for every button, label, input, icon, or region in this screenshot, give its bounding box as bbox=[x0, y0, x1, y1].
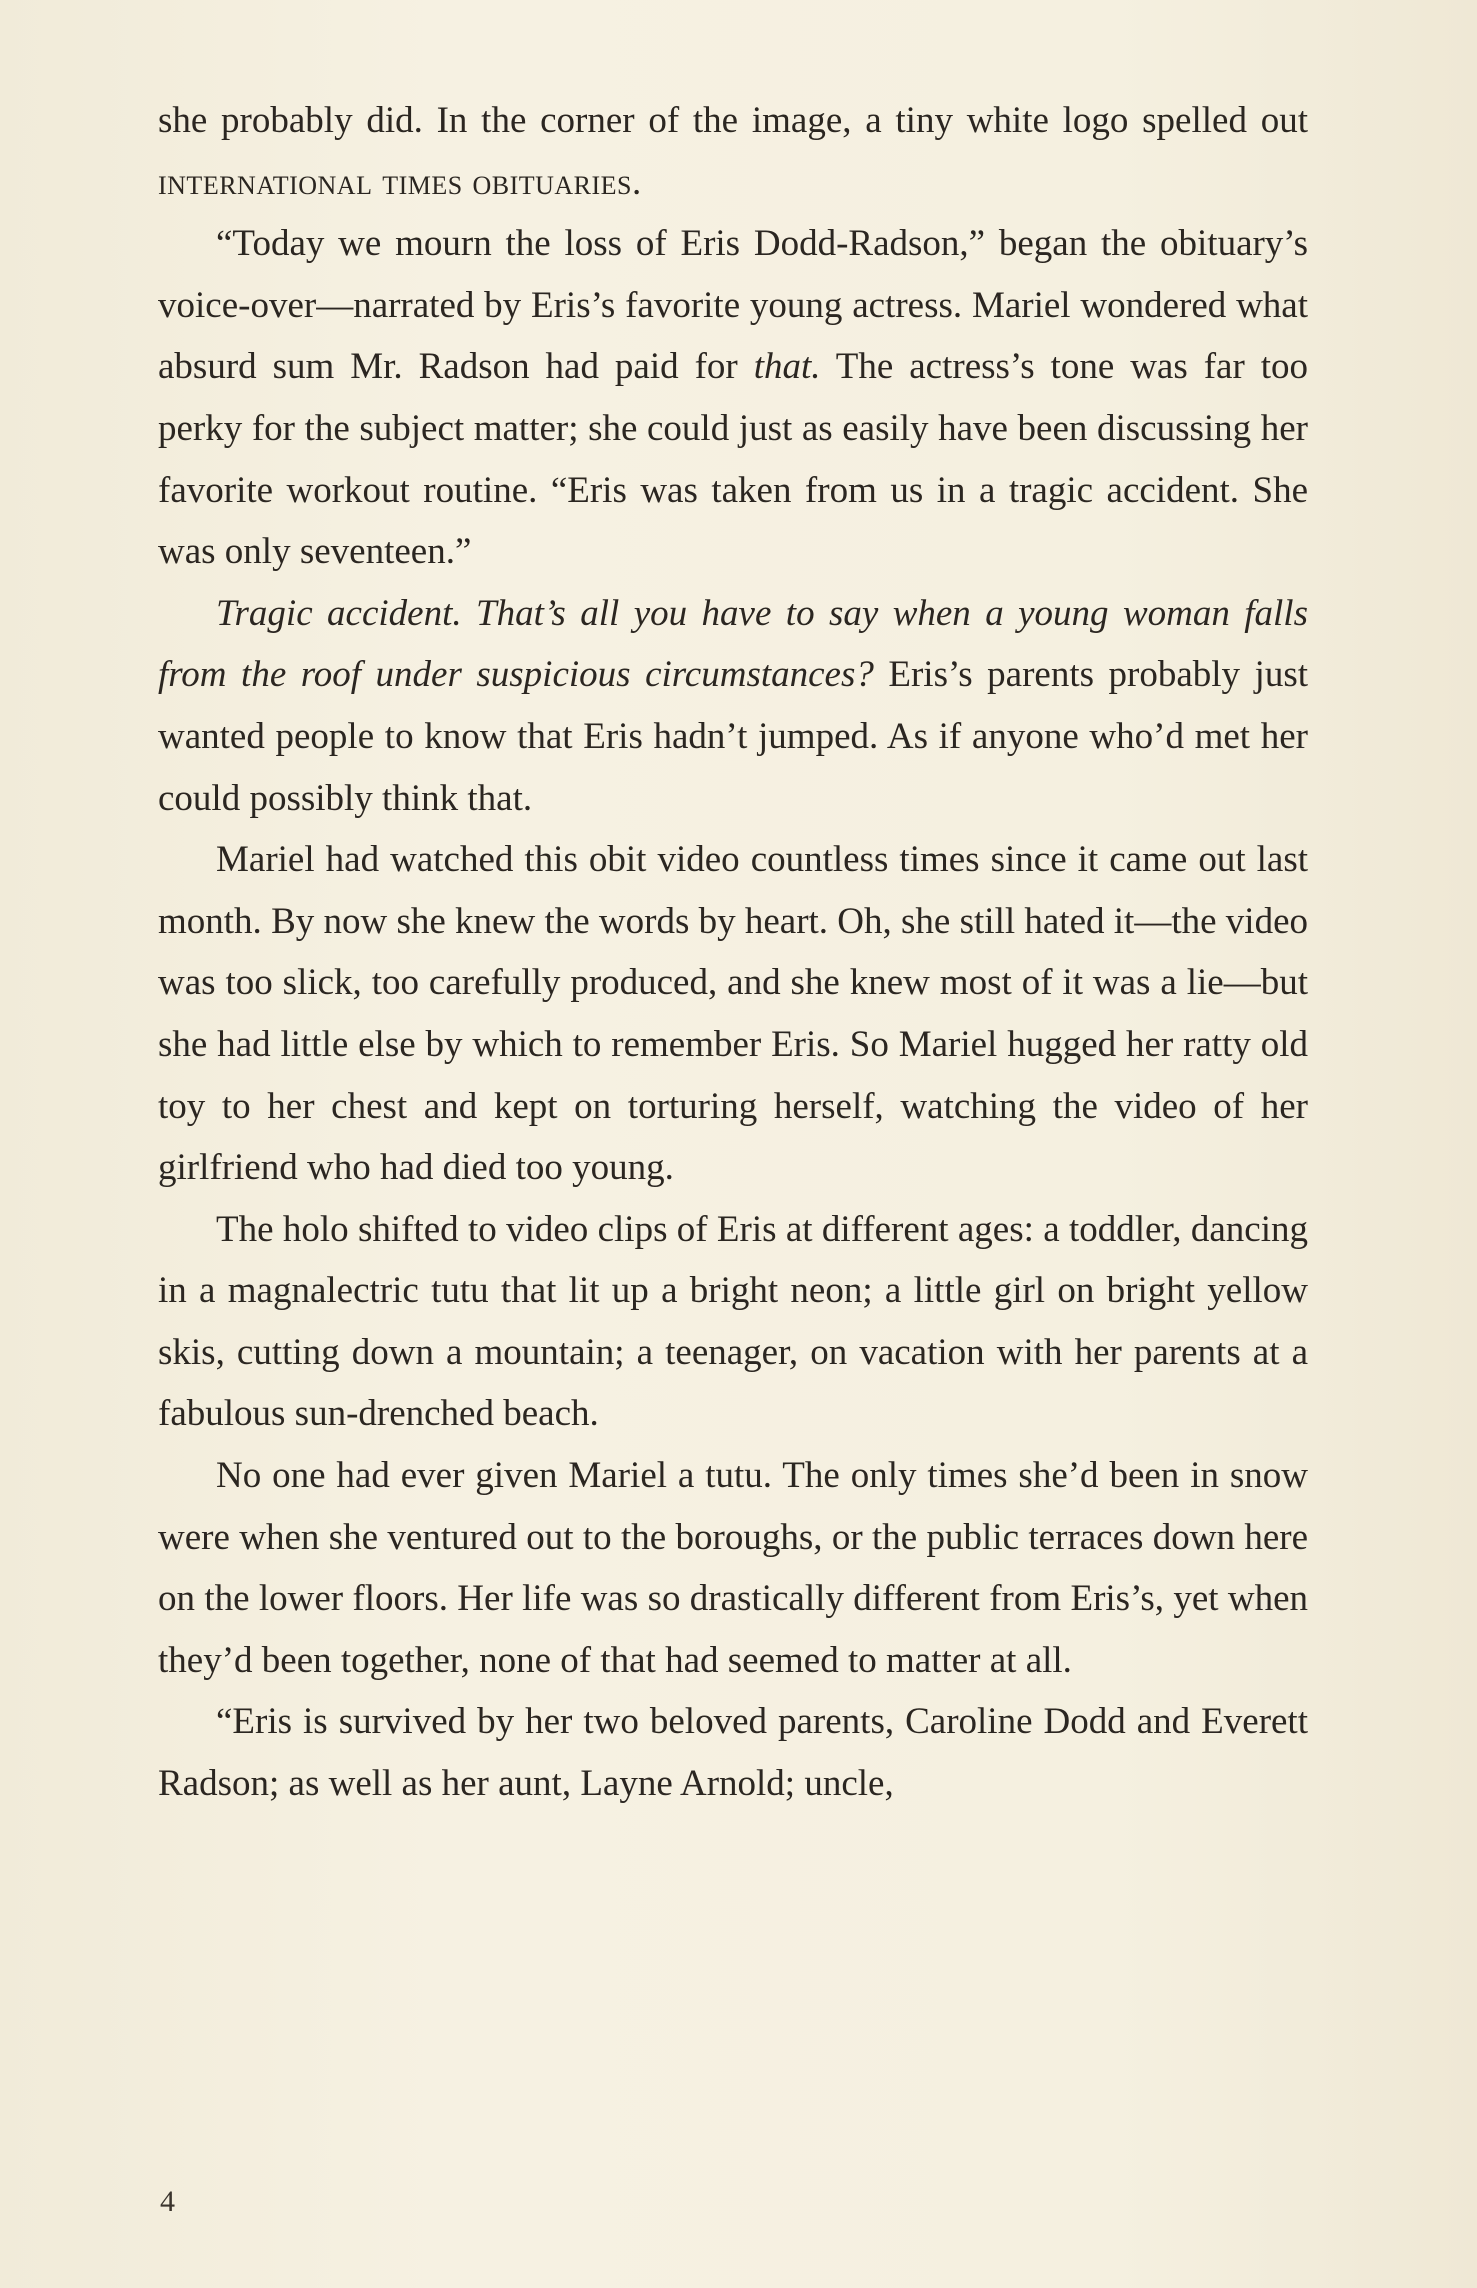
paragraph bbox=[158, 1691, 1308, 1814]
text-run: she probably did. In the corner of the image, a tiny white logo spelled out bbox=[158, 100, 1308, 141]
paragraph bbox=[158, 213, 1308, 583]
text-run: “Today we mourn the loss of Eris Dodd-Radson,” began the obituary’s voice-over—narrated by Eris’s favorite young actress. Mariel wondered what absurd sum Mr. Radson had paid for bbox=[158, 223, 1308, 388]
small-caps-text: international times obituaries bbox=[158, 161, 633, 203]
text-run: Eris’s parents probably just wanted people to know that Eris hadn’t jumped. As if anyone who’d met her could possibly think that. bbox=[158, 654, 1309, 819]
text-run: No one had ever given Mariel a tutu. The only times she’d been in snow were when she ventured out to the boroughs, or the public terraces down here on the lower floors. Her life was so drastically different from Eris’s, yet when they’d been together, none of that had seemed to matter at all. bbox=[158, 1455, 1308, 1681]
text-run: . bbox=[632, 161, 642, 203]
paragraph bbox=[158, 1199, 1308, 1445]
paragraph bbox=[158, 583, 1308, 829]
italic-text: Tragic accident. That’s all you have to say when a young woman falls from the roof under suspicious circumstances? bbox=[158, 592, 1308, 696]
paragraph bbox=[158, 90, 1308, 213]
paragraph bbox=[158, 829, 1308, 1199]
body-text bbox=[158, 90, 1308, 1815]
page-number: 4 bbox=[160, 2185, 175, 2218]
text-run: The actress’s tone was far too perky for the subject matter; she could just as easily have been discussing her favorite workout routine. “Eris was taken from us in a tragic accident. She was only seventeen.” bbox=[158, 346, 1308, 573]
text-run: Mariel had watched this obit video countless times since it came out last month. By now she knew the words by heart. Oh, she still hated it—the video was too slick, too carefully produced, and she knew most of it was a lie—but she had little else by which to remember Eris. So Mariel hugged her ratty old toy to her chest and kept on torturing herself, watching the video of her girlfriend who had died too young. bbox=[158, 839, 1308, 1189]
text-run: The holo shifted to video clips of Eris at different ages: a toddler, dancing in a magnalectric tutu that lit up a bright neon; a little girl on bright yellow skis, cutting down a mountain; a teenager, on vacation with her parents at a fabulous sun-drenched beach. bbox=[158, 1208, 1308, 1435]
text-run: “Eris is survived by her two beloved parents, Caroline Dodd and Everett Radson; as well as her aunt, Layne Arnold; uncle, bbox=[158, 1701, 1308, 1805]
paragraph bbox=[158, 1445, 1308, 1691]
italic-text: that. bbox=[753, 346, 821, 388]
